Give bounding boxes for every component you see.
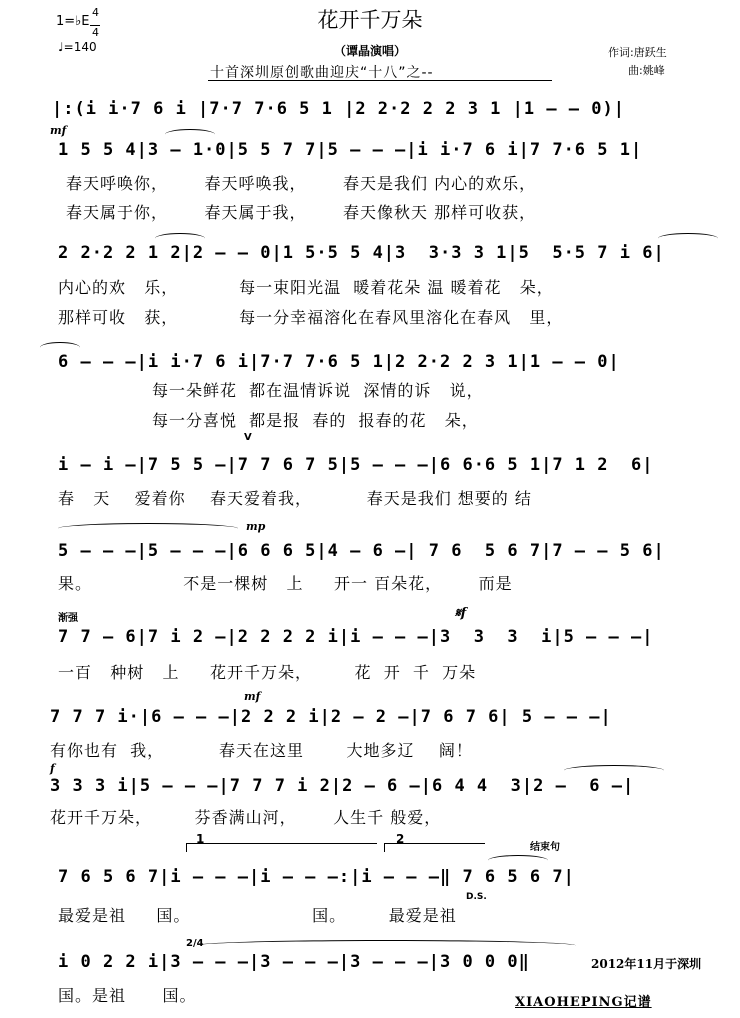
notation-row-3: 6 – – –|i i·7 6 i|7·7 7·6 5 1|2 2·2 2 3 1|1 – – 0| bbox=[58, 352, 620, 372]
tie bbox=[58, 523, 238, 534]
notation-row-10: i 0 2 2 i|3 – – –|3 – – –|3 – – –|3 0 0 0‖ bbox=[58, 952, 530, 972]
ending-label: 结束句 bbox=[530, 842, 560, 853]
lyric-row-1-verse-2: 春天属于你， 春天属于我， 春天像秋天 那样可收获， bbox=[66, 203, 537, 222]
notation-row-intro: |:(i i·7 6 i |7·7 7·6 5 1 |2 2·2 2 2 3 1 |1 – – 0)| bbox=[52, 99, 625, 119]
lyric-row-3-verse-1: 每一朵鲜花 都在温情诉说 深情的诉 说， bbox=[152, 381, 484, 400]
lyric-row-1-verse-1: 春天呼唤你， 春天呼唤我， 春天是我们 内心的欢乐， bbox=[66, 174, 537, 193]
lyric-row-7: 有你也有 我， 春天在这里 大地多辽 阔！ bbox=[50, 741, 473, 760]
notation-row-7: 7 7 7 i·|6 – – –|2 2 2 i|2 – 2 –|7 6 7 6| 5 – – –| bbox=[50, 707, 612, 727]
lyric-row-4: 春 天 爱着你 春天爱着我， 春天是我们 想要的 结 bbox=[58, 489, 532, 508]
slur bbox=[40, 342, 80, 353]
composition-date: 2012年11月于深圳 bbox=[591, 957, 702, 971]
notation-row-8: 3 3 3 i|5 – – –|7 7 7 i 2|2 – 6 –|6 4 4 3|2 – 6 –| bbox=[50, 776, 635, 796]
notation-row-2: 2 2·2 2 1 2|2 – – 0|1 5·5 5 4|3 3·3 3 1|5 5·5 7 i 6| bbox=[58, 243, 665, 263]
notation-row-1: 1 5 5 4|3 – 1·0|5 5 7 7|5 – – –|i i·7 6 i|7 7·6 5 1| bbox=[58, 140, 643, 160]
lyric-row-9: 最爱是祖 国。 国。 最爱是祖 bbox=[58, 906, 457, 925]
lyric-row-2-verse-2: 那样可收 获， 每一分幸福溶化在春风里溶化在春风 里， bbox=[58, 308, 564, 327]
subtitle-underline bbox=[208, 80, 552, 81]
tie bbox=[196, 940, 576, 951]
singer: （谭晶演唱） bbox=[333, 44, 406, 58]
lyric-row-10: 国。是祖 国。 bbox=[58, 986, 197, 1005]
segno-forte: 𝄋f bbox=[455, 606, 467, 621]
volta-1-label: 1 bbox=[196, 832, 205, 846]
dynamic-f: f bbox=[50, 762, 55, 775]
time-change: 2/4 bbox=[186, 938, 204, 949]
volta-1 bbox=[186, 843, 377, 852]
crescendo-mark: 渐强 bbox=[58, 613, 78, 624]
slur bbox=[488, 855, 548, 866]
slur bbox=[155, 233, 205, 244]
slur bbox=[564, 765, 664, 776]
dynamic-mf-2: mf bbox=[244, 690, 261, 703]
slur bbox=[165, 129, 215, 140]
song-title: 花开千万朵 bbox=[317, 8, 423, 32]
tempo: ♩=140 bbox=[58, 40, 97, 54]
dynamic-mp: mp bbox=[246, 520, 266, 533]
key-signature: 1=♭E bbox=[56, 14, 90, 29]
notation-row-4: i – i –|7 5 5 –|7 7 6 7 5|5 – – –|6 6·6 5 1|7 1 2 6| bbox=[58, 455, 654, 475]
lyric-row-2-verse-1: 内心的欢 乐， 每一束阳光温 暖着花朵 温 暖着花 朵， bbox=[58, 278, 554, 297]
volta-2-label: 2 bbox=[396, 832, 405, 846]
lyric-row-6: 一百 种树 上 花开千万朵， 花 开 千 万朵 bbox=[58, 663, 477, 682]
time-bottom: 4 bbox=[92, 26, 99, 39]
lyric-row-8: 花开千万朵， 芬香满山河， 人生千 般爱， bbox=[50, 808, 442, 827]
lyric-row-3-verse-2: 每一分喜悦 都是报 春的 报春的花 朵， bbox=[152, 411, 479, 430]
notation-row-6: 7 7 – 6|7 i 2 –|2 2 2 2 i|i – – –|3 3 3 i|5 – – –| bbox=[58, 627, 654, 647]
notation-row-9: 7 6 5 6 7|i – – –|i – – –:|i – – –‖ 7 6 5 6 7| bbox=[58, 867, 575, 887]
dynamic-mf: mf bbox=[50, 124, 67, 137]
transcriber-signature: XIAOHEPING记谱 bbox=[515, 995, 652, 1010]
breath-mark: V bbox=[244, 432, 252, 443]
time-top: 4 bbox=[92, 6, 99, 19]
time-divider bbox=[90, 25, 100, 26]
ds-mark: D.S. bbox=[466, 892, 487, 902]
subtitle: 十首深圳原创歌曲迎庆“十八”之-- bbox=[210, 65, 434, 81]
composer: 曲:姚峰 bbox=[628, 64, 665, 77]
lyricist: 作词:唐跃生 bbox=[608, 46, 667, 59]
notation-row-5: 5 – – –|5 – – –|6 6 6 5|4 – 6 –| 7 6 5 6 7|7 – – 5 6| bbox=[58, 541, 665, 561]
slur bbox=[658, 233, 718, 244]
lyric-row-5: 果。 不是一棵树 上 开一 百朵花， 而是 bbox=[58, 574, 513, 593]
